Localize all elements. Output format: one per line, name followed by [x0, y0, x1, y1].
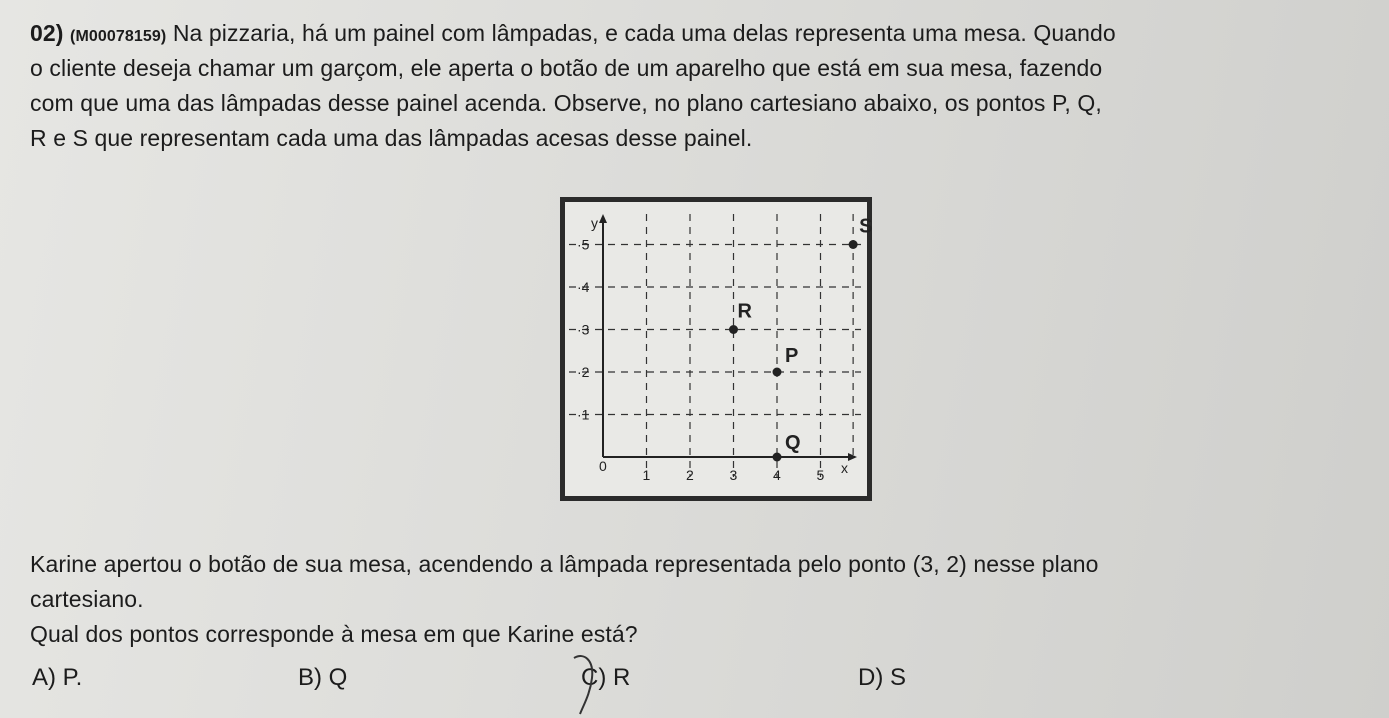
x-tick-label-4: 4 [773, 467, 781, 483]
x-tick-label-3: 3 [729, 467, 738, 483]
point-Q [773, 453, 782, 462]
point-P [773, 368, 782, 377]
cartesian-plane [560, 197, 872, 501]
point-R [729, 325, 738, 334]
y-tick-label-4: ·4 [577, 279, 590, 295]
origin-label: 0 [599, 458, 607, 474]
y-tick-label-5: ·5 [577, 236, 590, 253]
option-b-text: Q [328, 664, 348, 691]
option-b-letter: B) [298, 664, 322, 691]
question-line-3: com que uma das lâmpadas desse painel acenda. Observe, no plano cartesiano abaixo, os pontos P, Q, [30, 90, 1102, 116]
question-code: (M00078159) [70, 28, 167, 45]
point-label-S: S [859, 215, 873, 238]
point-label-R: R [737, 300, 752, 323]
x-tick-label-1: 1 [642, 467, 651, 483]
question-line-2: o cliente deseja chamar um garçom, ele aperta o botão de um aparelho que está em sua mesa, fazendo [30, 55, 1103, 81]
option-a-letter: A) [32, 664, 56, 691]
option-d-letter: D) [858, 664, 884, 691]
context-line-2: cartesiano. [30, 586, 144, 612]
y-tick-label-1: ·1 [577, 406, 590, 423]
question-line-1 [30, 20, 1116, 47]
x-axis-arrow [848, 453, 857, 461]
y-tick-label-2: ·2 [577, 364, 590, 380]
y-tick-label-3: ·3 [577, 321, 590, 338]
point-label-P: P [785, 345, 799, 367]
point-S [849, 240, 858, 249]
y-axis-label: y [591, 215, 598, 231]
x-tick-label-5: 5 [816, 467, 825, 483]
question-number: 02) [30, 20, 64, 46]
point-label-Q: Q [785, 432, 801, 454]
question-text-1: Na pizzaria, há um painel com lâmpadas, e cada uma delas representa uma mesa. Quando [166, 20, 1116, 46]
option-a-text: P. [62, 664, 83, 691]
context-line-1: Karine apertou o botão de sua mesa, acendendo a lâmpada representada pelo ponto (3, 2) nesse plano [30, 551, 1099, 577]
option-a[interactable] [32, 664, 82, 692]
option-b[interactable] [298, 664, 347, 692]
x-axis-label: x [841, 460, 848, 476]
option-d[interactable] [858, 664, 906, 692]
option-c-letter: C) [581, 664, 607, 691]
question-prompt: Qual dos pontos corresponde à mesa em que Karine está? [30, 621, 638, 647]
question-line-4: R e S que representam cada uma das lâmpadas acesas desse painel. [30, 125, 753, 151]
x-tick-label-2: 2 [686, 467, 694, 483]
option-d-text: S [890, 664, 907, 691]
option-c-text: R [613, 664, 631, 691]
y-axis-arrow [599, 214, 607, 223]
cartesian-plane-svg [565, 202, 873, 496]
handwritten-answer-mark [570, 648, 610, 718]
